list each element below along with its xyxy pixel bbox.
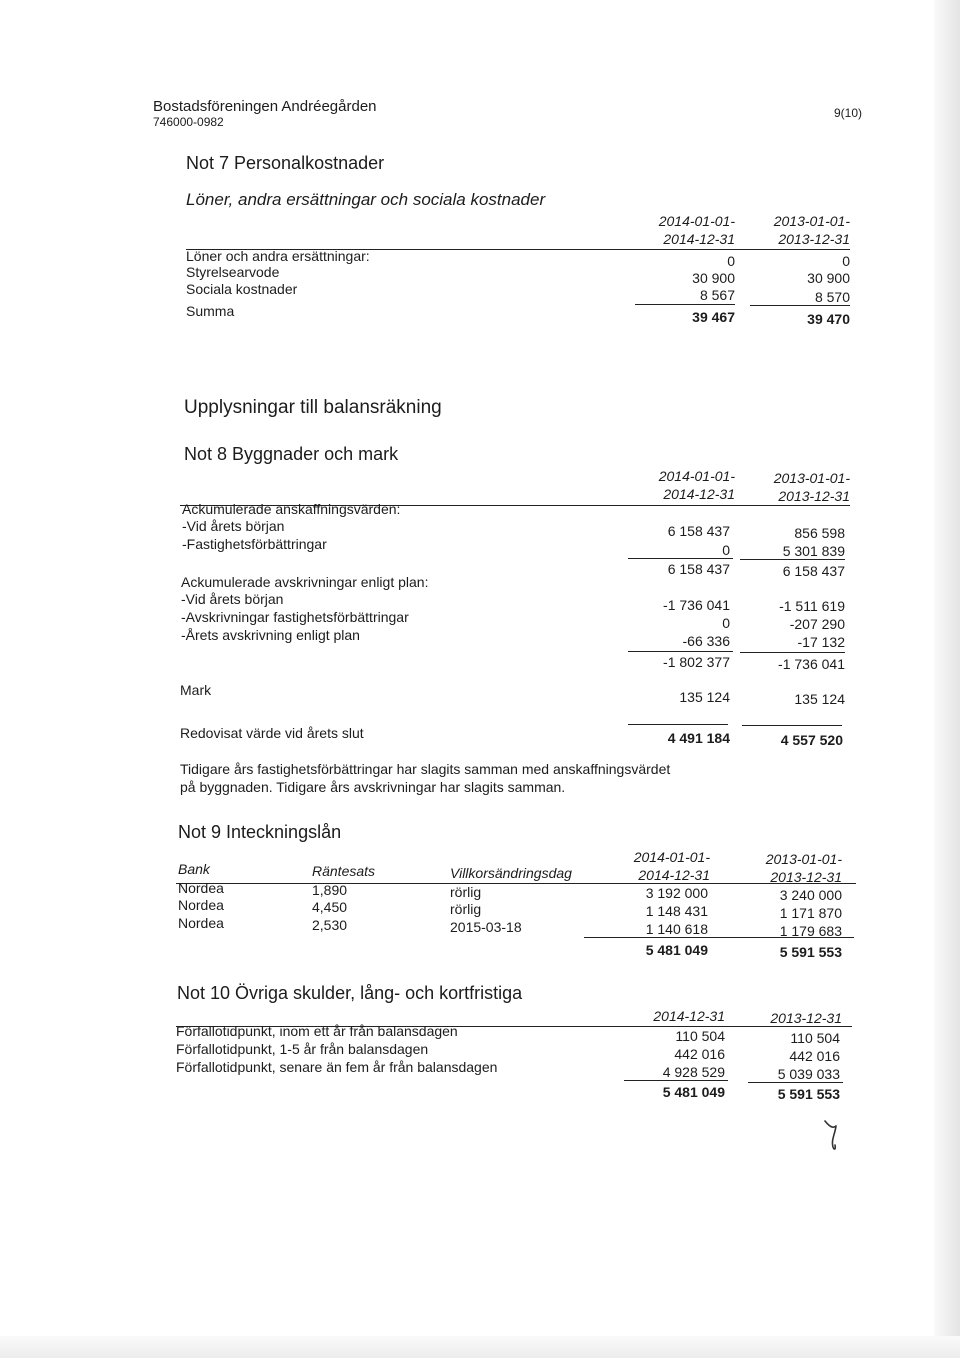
note8-dep-row-value-2013: -1 511 619	[779, 598, 845, 614]
note10-row-value-2014: 442 016	[674, 1046, 725, 1062]
note10-title: Not 10 Övriga skulder, lång- och kortfristiga	[177, 983, 523, 1003]
note8-acq-row-value-2014: 0	[722, 542, 730, 558]
note9-header-bank: Bank	[178, 861, 210, 877]
note7-row-label: Sociala kostnader	[186, 281, 298, 297]
note9-row-value-2014: 1 148 431	[645, 903, 708, 919]
note8-dep-heading: Ackumulerade avskrivningar enligt plan:	[181, 574, 429, 590]
handwritten-initial-mark	[818, 1114, 848, 1154]
note10-row-label: Förfallotidpunkt, senare än fem år från balansdagen	[176, 1059, 498, 1075]
note8-dep-row-value-2013: -17 132	[797, 634, 845, 650]
note9-row-value-2013: 1 179 683	[779, 923, 842, 939]
note8-dep-row-value-2013: -207 290	[789, 616, 845, 632]
note8-dep-row-value-2014: -66 336	[682, 633, 730, 649]
note9-row-value-2014: 1 140 618	[645, 921, 708, 937]
note8-acq-subtotal-2014: 6 158 437	[667, 561, 730, 577]
note9-row-rate: 1,890	[312, 882, 348, 898]
note7-row-label: Löner och andra ersättningar:	[186, 248, 370, 264]
note10-total-rule-2013	[748, 1082, 843, 1083]
note9-header-rule	[176, 883, 856, 884]
note8-mark-2013: 135 124	[794, 691, 845, 707]
note8-col2-line2: 2013-12-31	[778, 488, 850, 504]
note9-row-value-2013: 3 240 000	[779, 887, 842, 903]
note7-subtitle: Löner, andra ersättningar och sociala kostnader	[186, 190, 546, 209]
note10-row-value-2014: 110 504	[675, 1028, 725, 1044]
note8-dep-subtotal-2014: -1 802 377	[663, 654, 730, 670]
note8-acq-row-label: -Fastighetsförbättringar	[182, 536, 327, 552]
note10-row-value-2013: 110 504	[790, 1030, 840, 1046]
note10-col1: 2014-12-31	[653, 1008, 725, 1024]
note10-row-value-2014: 4 928 529	[662, 1064, 725, 1080]
note8-dep-rule-2014	[628, 651, 733, 652]
note9-row-date: 2015-03-18	[450, 919, 522, 935]
note7-total-2014: 39 467	[692, 309, 735, 325]
note8-footnote-line1: Tidigare års fastighetsförbättringar har slagits samman med anskaffningsvärdet	[180, 761, 671, 777]
note9-col2-line2: 2013-12-31	[770, 869, 842, 885]
note10-total-2014: 5 481 049	[662, 1084, 725, 1100]
note9-total-2013: 5 591 553	[779, 944, 842, 960]
note7-row-value-2013: 0	[842, 253, 850, 269]
note7-total-2013: 39 470	[807, 311, 850, 327]
note9-row-bank: Nordea	[178, 897, 224, 913]
note8-dep-row-label: -Årets avskrivning enligt plan	[181, 627, 360, 643]
note10-total-2013: 5 591 553	[777, 1086, 840, 1102]
note8-dep-row-label: -Vid årets början	[181, 591, 284, 607]
org-number: 746000-0982	[153, 115, 224, 129]
note8-acq-row-value-2013: 856 598	[794, 525, 845, 541]
note8-mark-label: Mark	[180, 682, 212, 698]
note8-total-rule-2014	[628, 724, 728, 725]
note9-row-value-2014: 3 192 000	[645, 885, 708, 901]
note9-row-bank: Nordea	[178, 880, 224, 896]
note7-row-value-2013: 8 570	[814, 289, 850, 305]
note8-total-rule-2013	[742, 725, 842, 726]
note10-row-value-2013: 5 039 033	[777, 1066, 840, 1082]
note7-sum-rule-2013	[750, 305, 850, 306]
note9-header-rate: Räntesats	[312, 863, 376, 879]
note7-total-label: Summa	[186, 303, 235, 319]
note10-row-value-2013: 442 016	[789, 1048, 840, 1064]
note8-acq-rule-2013	[740, 559, 845, 560]
note7-col1-line2: 2014-12-31	[663, 231, 735, 247]
note7-row-value-2014: 30 900	[692, 270, 735, 286]
note8-footnote-line2: på byggnaden. Tidigare års avskrivningar har slagits samman.	[180, 779, 566, 795]
scan-edge-shadow	[934, 0, 960, 1358]
note7-col2-line1: 2013-01-01-	[773, 213, 850, 229]
note9-total-2014: 5 481 049	[645, 942, 708, 958]
note9-row-value-2013: 1 171 870	[779, 905, 842, 921]
note9-row-bank: Nordea	[178, 915, 224, 931]
note8-mark-2014: 135 124	[679, 689, 730, 705]
note8-dep-subtotal-2013: -1 736 041	[778, 656, 845, 672]
note8-total-2013: 4 557 520	[780, 732, 843, 748]
note7-col1-line1: 2014-01-01-	[658, 213, 735, 229]
page-number: 9(10)	[833, 106, 862, 120]
note10-row-label: Förfallotidpunkt, 1-5 år från balansdagen	[176, 1041, 429, 1057]
note8-acq-rule-2014	[628, 558, 733, 559]
note9-title: Not 9 Inteckningslån	[178, 822, 342, 842]
note8-acq-row-label: -Vid årets början	[182, 518, 285, 534]
note9-col1-line2: 2014-12-31	[638, 867, 710, 883]
note10-total-rule-2014	[624, 1080, 728, 1081]
note9-header-date: Villkorsändringsdag	[450, 865, 572, 881]
note10-row-label: Förfallotidpunkt, inom ett år från balansdagen	[176, 1023, 458, 1039]
note7-row-value-2014: 8 567	[699, 287, 735, 303]
note9-row-rate: 4,450	[312, 899, 348, 915]
note9-row-rate: 2,530	[312, 917, 348, 933]
note7-row-value-2014: 0	[727, 253, 735, 269]
note8-total-2014: 4 491 184	[667, 730, 730, 746]
section-heading: Upplysningar till balansräkning	[184, 397, 442, 418]
note7-col2-line2: 2013-12-31	[778, 231, 850, 247]
note9-total-rule	[584, 937, 854, 938]
note9-row-date: rörlig	[450, 901, 482, 917]
note7-row-value-2013: 30 900	[807, 270, 850, 286]
note8-acq-row-value-2014: 6 158 437	[667, 523, 730, 539]
note8-title: Not 8 Byggnader och mark	[184, 444, 399, 464]
note8-dep-rule-2013	[740, 652, 845, 653]
note9-col2-line1: 2013-01-01-	[765, 851, 842, 867]
note8-acq-subtotal-2013: 6 158 437	[782, 563, 845, 579]
note8-acq-row-value-2013: 5 301 839	[782, 543, 845, 559]
note8-col2-line1: 2013-01-01-	[773, 470, 850, 486]
note7-sum-rule-2014	[635, 304, 735, 305]
note7-row-label: Styrelsearvode	[186, 264, 280, 280]
note8-acq-heading: Ackumulerade anskaffningsvärden:	[182, 501, 401, 517]
note9-row-date: rörlig	[450, 884, 482, 900]
note7-title: Not 7 Personalkostnader	[186, 153, 385, 173]
note10-col2: 2013-12-31	[770, 1010, 842, 1026]
scan-bottom-shadow	[0, 1336, 960, 1358]
note9-col1-line1: 2014-01-01-	[633, 849, 710, 865]
note8-col1-line2: 2014-12-31	[663, 486, 735, 502]
note8-col1-line1: 2014-01-01-	[658, 468, 735, 484]
note8-total-label: Redovisat värde vid årets slut	[180, 725, 364, 741]
note8-dep-row-label: -Avskrivningar fastighetsförbättringar	[181, 609, 409, 625]
note8-dep-row-value-2014: -1 736 041	[663, 597, 730, 613]
org-name: Bostadsföreningen Andréegården	[153, 98, 377, 115]
note8-dep-row-value-2014: 0	[722, 615, 730, 631]
